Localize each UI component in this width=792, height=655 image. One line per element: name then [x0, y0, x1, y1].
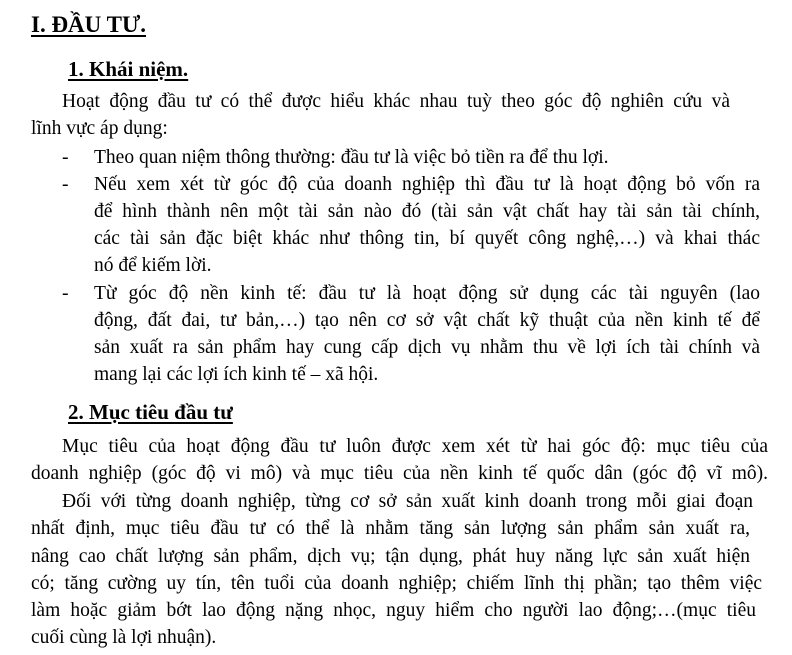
section-title: I. ĐẦU TƯ. [31, 12, 147, 37]
objectives-p2-line-1: Đối với từng doanh nghiệp, từng cơ sở sản xuất kinh doanh trong mỗi giai đoạn [62, 491, 753, 512]
bullet-2-line-3: các tài sản đặc biệt khác như thông tin, bí quyết công nghệ,…) và khai thác [94, 228, 760, 249]
objectives-p2-line-5: làm hoặc giảm bớt lao động nặng nhọc, nguy hiểm cho người lao động;…(mục tiêu [31, 600, 756, 621]
objectives-heading: 2. Mục tiêu đầu tư [68, 400, 233, 424]
bullet-2-line-2: để hình thành nên một tài sản nào đó (tài sản vật chất hay tài sản tài chính, [94, 201, 760, 222]
concept-heading: 1. Khái niệm. [68, 57, 189, 81]
bullet-3-line-4: mang lại các lợi ích kinh tế – xã hội. [94, 364, 379, 385]
objectives-p2-line-3: nâng cao chất lượng sản phẩm, dịch vụ; tận dụng, phát huy năng lực sản xuất hiện [31, 546, 750, 567]
objectives-p2-line-2: nhất định, mục tiêu đầu tư có thể là nhằm tăng sản lượng sản phẩm sản xuất ra, [31, 518, 750, 539]
bullet-3-line-1: Từ góc độ nền kinh tế: đầu tư là hoạt động sử dụng các tài nguyên (lao [94, 283, 760, 304]
bullet-2-line-4: nó để kiếm lời. [94, 255, 212, 276]
objectives-p1-line-2: doanh nghiệp (góc độ vi mô) và mục tiêu của nền kinh tế quốc dân (góc độ vĩ mô). [31, 463, 768, 484]
concept-intro-line-2: lĩnh vực áp dụng: [31, 118, 168, 139]
bullet-marker: - [62, 283, 69, 304]
bullet-1-line-1: Theo quan niệm thông thường: đầu tư là việc bỏ tiền ra để thu lợi. [94, 147, 609, 168]
bullet-marker: - [62, 174, 69, 195]
objectives-p2-line-4: có; tăng cường uy tín, tên tuổi của doanh nghiệp; chiếm lĩnh thị phần; tạo thêm việc [31, 573, 762, 594]
bullet-marker: - [62, 147, 69, 168]
concept-intro-line-1: Hoạt động đầu tư có thể được hiểu khác nhau tuỳ theo góc độ nghiên cứu và [62, 91, 730, 112]
objectives-p2-line-6: cuối cùng là lợi nhuận). [31, 627, 217, 648]
bullet-2-line-1: Nếu xem xét từ góc độ của doanh nghiệp thì đầu tư là hoạt động bỏ vốn ra [94, 174, 760, 195]
objectives-p1-line-1: Mục tiêu của hoạt động đầu tư luôn được xem xét từ hai góc độ: mục tiêu của [62, 436, 768, 457]
bullet-3-line-2: động, đất đai, tư bản,…) tạo nên cơ sở vật chất kỹ thuật của nền kinh tế để [94, 310, 760, 331]
bullet-3-line-3: sản xuất ra sản phẩm hay cung cấp dịch vụ nhằm thu về lợi ích tài chính và [94, 337, 760, 358]
